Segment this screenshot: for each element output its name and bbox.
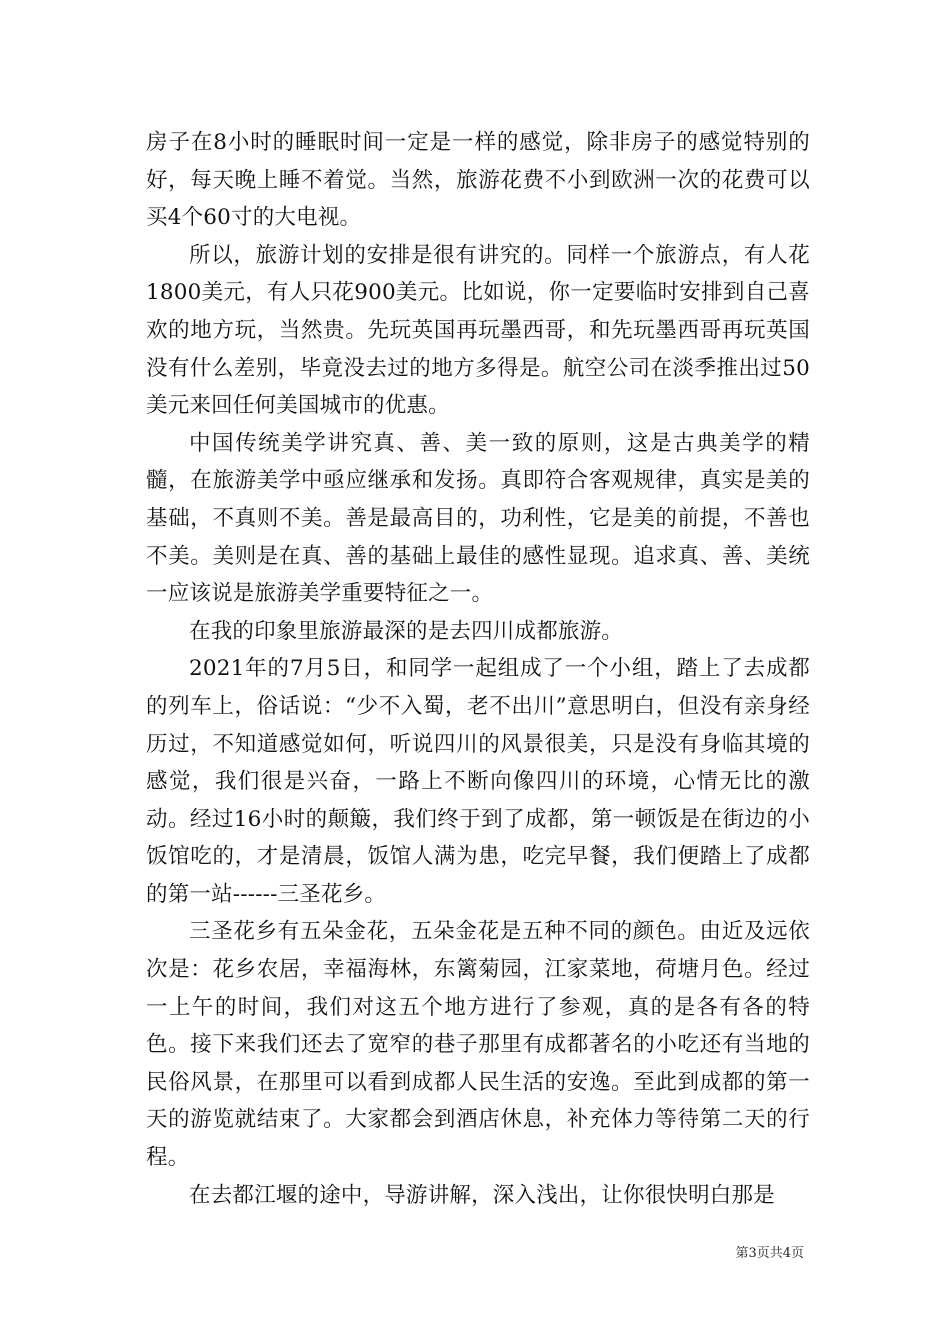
page-number-footer: 第3页共4页 [735, 1246, 804, 1261]
paragraph-5: 2021年的7月5日，和同学一起组成了一个小组，踏上了去成都的列车上，俗话说：“少不入蜀，老不出川”意思明白，但没有亲身经历过，不知道感觉如何，听说四川的风景很美，只是没有身临其境的感觉，我们很是兴奋，一路上不断向像四川的环境，心情无比的激动。经过16小时的颠簸，我们终于到了成都，第一顿饭是在街边的小饭馆吃的，才是清晨，饭馆人满为患，吃完早餐，我们便踏上了成都的第一站------三圣花乡。 [146, 656, 810, 907]
document-body [146, 124, 810, 1214]
paragraph-6: 三圣花乡有五朵金花，五朵金花是五种不同的颜色。由近及远依次是：花乡农居，幸福海林，东篱菊园，江家菜地，荷塘月色。经过一上午的时间，我们对这五个地方进行了参观，真的是各有各的特色。接下来我们还去了宽窄的巷子那里有成都著名的小吃还有当地的民俗风景，在那里可以看到成都人民生活的安逸。至此到成都的第一天的游览就结束了。大家都会到酒店休息，补充体力等待第二天的行程。 [146, 919, 810, 1171]
paragraph-4: 在我的印象里旅游最深的是去四川成都旅游。 [189, 618, 624, 644]
paragraph-7: 在去都江堰的途中，导游讲解，深入浅出，让你很快明白那是 [189, 1182, 775, 1208]
paragraph-2: 所以，旅游计划的安排是很有讲究的。同样一个旅游点，有人花1800美元，有人只花900美元。比如说，你一定要临时安排到自己喜欢的地方玩，当然贵。先玩英国再玩墨西哥，和先玩墨西哥再玩英国没有什么差别，毕竟没去过的地方多得是。航空公司在淡季推出过50美元来回任何美国城市的优惠。 [146, 242, 810, 419]
paragraph-3: 中国传统美学讲究真、善、美一致的原则，这是古典美学的精髓，在旅游美学中亟应继承和发扬。真即符合客观规律，真实是美的基础，不真则不美。善是最高目的，功利性，它是美的前提，不善也不美。美则是在真、善的基础上最佳的感性显现。追求真、善、美统一应该说是旅游美学重要特征之一。 [146, 430, 810, 607]
paragraph-1: 房子在8小时的睡眠时间一定是一样的感觉，除非房子的感觉特别的好，每天晚上睡不着觉。当然，旅游花费不小到欧洲一次的花费可以买4个60寸的大电视。 [146, 130, 810, 231]
